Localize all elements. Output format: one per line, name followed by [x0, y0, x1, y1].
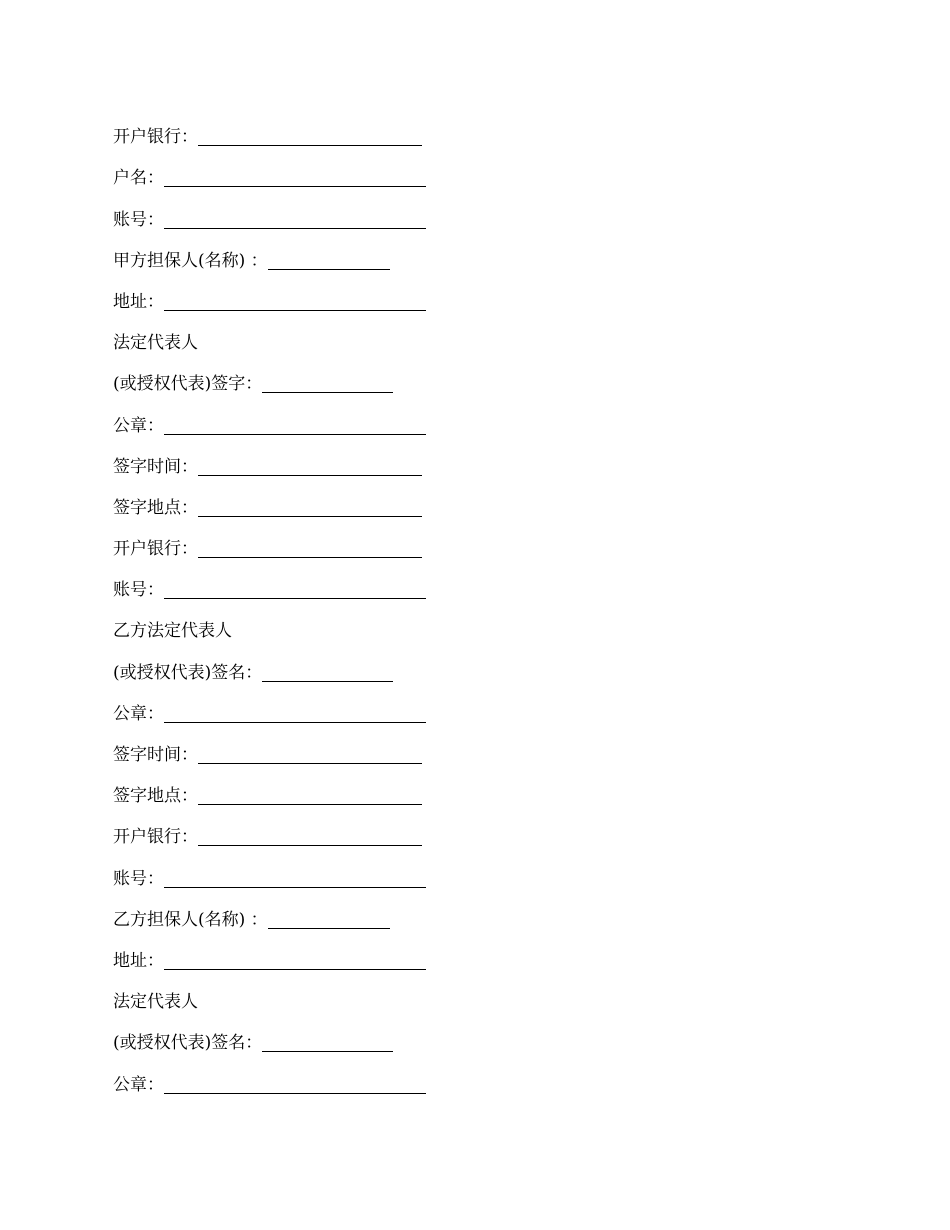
form-line-legal-rep: [113, 971, 533, 1012]
form-line-sign-time: [113, 724, 533, 765]
blank-line: [164, 1076, 426, 1094]
blank-line: [164, 169, 426, 187]
field-label: 地址：: [113, 291, 164, 312]
form-line-signature: [113, 641, 533, 682]
blank-line: [198, 828, 422, 846]
field-label: 法定代表人: [113, 333, 198, 354]
field-label: 法定代表人: [113, 992, 198, 1013]
blank-line: [198, 458, 422, 476]
form-line-signature: [113, 353, 533, 394]
blank-line: [198, 499, 422, 517]
field-label: 账号：: [113, 868, 164, 889]
field-label: 开户银行：: [113, 827, 198, 848]
blank-line: [164, 870, 426, 888]
field-label: 公章：: [113, 703, 164, 724]
blank-line: [198, 787, 422, 805]
form-line-sign-place: [113, 765, 533, 806]
form-line-bank: [113, 106, 533, 147]
blank-line: [262, 664, 393, 682]
field-label: 签字时间：: [113, 745, 198, 765]
form-line-seal: [113, 1053, 533, 1094]
field-label: 公章：: [113, 415, 164, 436]
field-label: 签字时间：: [113, 456, 198, 477]
blank-line: [164, 952, 426, 970]
blank-line: [262, 375, 393, 393]
form-line-account-number: [113, 559, 533, 600]
field-label: 乙方担保人(名称) ：: [113, 909, 268, 930]
blank-line: [164, 293, 426, 311]
blank-line: [164, 705, 426, 723]
form-line-bank: [113, 518, 533, 559]
field-label: (或授权代表)签名：: [113, 662, 263, 683]
form-line-seal: [113, 394, 533, 435]
form-line-address: [113, 271, 533, 312]
form-line-guarantor-a: [113, 230, 533, 271]
signature-form: [113, 106, 533, 1095]
blank-line: [164, 211, 426, 229]
form-line-seal: [113, 683, 533, 724]
form-line-account-number: [113, 188, 533, 229]
form-line-bank: [113, 806, 533, 847]
form-line-legal-rep: [113, 312, 533, 353]
form-line-signature: [113, 1012, 533, 1053]
form-line-sign-time: [113, 436, 533, 477]
form-line-guarantor-b: [113, 889, 533, 930]
blank-line: [198, 128, 422, 146]
field-label: 开户银行：: [113, 127, 198, 148]
form-line-account-number: [113, 847, 533, 888]
form-line-address: [113, 930, 533, 971]
field-label: 乙方法定代表人: [113, 621, 232, 642]
blank-line: [164, 581, 426, 599]
field-label: 账号：: [113, 209, 164, 230]
field-label: 户名：: [113, 168, 164, 189]
field-label: (或授权代表)签名：: [113, 1033, 263, 1054]
blank-line: [262, 1034, 393, 1052]
field-label: (或授权代表)签字：: [113, 374, 263, 395]
field-label: 签字地点：: [113, 497, 198, 518]
form-line-sign-place: [113, 477, 533, 518]
field-label: 开户银行：: [113, 539, 198, 560]
field-label: 甲方担保人(名称) ：: [113, 250, 268, 271]
form-line-legal-rep-b: [113, 600, 533, 641]
field-label: 公章：: [113, 1074, 164, 1095]
field-label: 地址：: [113, 950, 164, 971]
field-label: 账号：: [113, 580, 164, 601]
form-line-account-name: [113, 147, 533, 188]
field-label: 签字地点：: [113, 786, 198, 807]
blank-line: [268, 911, 390, 929]
blank-line: [198, 746, 422, 764]
blank-line: [268, 252, 390, 270]
blank-line: [198, 540, 422, 558]
blank-line: [164, 417, 426, 435]
